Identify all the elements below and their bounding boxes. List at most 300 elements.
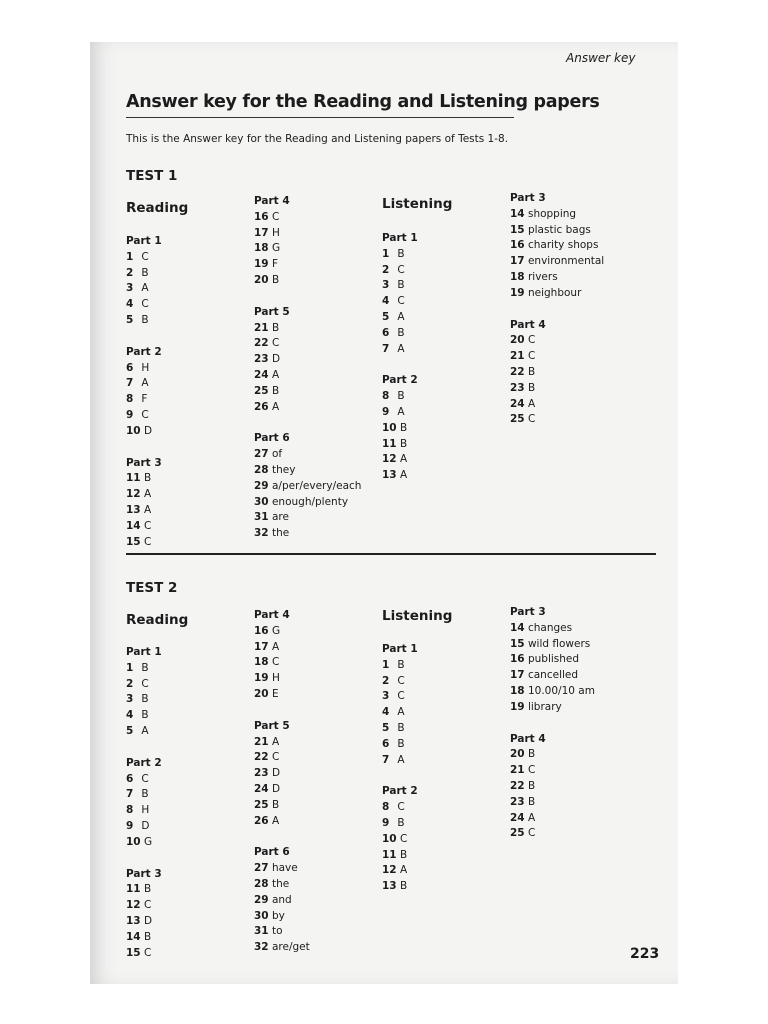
answer-value: B (399, 421, 408, 434)
question-number: 12 (382, 864, 397, 877)
answer-row (382, 705, 418, 721)
answer-value: a/per/every/each (271, 479, 362, 492)
answer-value: B (397, 737, 405, 750)
question-number: 25 (510, 827, 525, 840)
answer-row (126, 297, 162, 313)
answer-row (510, 795, 595, 811)
answer-value: C (397, 674, 405, 687)
question-number: 9 (382, 405, 390, 418)
question-number: 21 (254, 321, 269, 334)
answer-value: C (141, 408, 149, 421)
question-number: 17 (254, 226, 269, 239)
question-number: 17 (510, 669, 525, 682)
question-number: 5 (382, 721, 390, 734)
part-spacer (126, 851, 162, 867)
question-number: 22 (254, 751, 269, 764)
part-heading: Part 3 (126, 867, 162, 880)
answer-value: B (141, 788, 149, 801)
part-heading: Part 1 (126, 646, 162, 658)
answer-value: environmental (527, 255, 605, 268)
part-heading: Part 3 (126, 456, 162, 469)
answer-value: H (271, 226, 280, 239)
question-number: 31 (254, 511, 269, 524)
question-number: 12 (382, 453, 397, 466)
answer-row (382, 342, 418, 358)
question-number: 22 (510, 779, 525, 792)
question-number: 1 (382, 247, 390, 260)
question-number: 7 (382, 753, 390, 766)
answer-row (126, 898, 162, 914)
page-number: 223 (630, 946, 660, 962)
answer-row (382, 405, 418, 421)
answer-row (126, 471, 162, 487)
answer-value: A (397, 310, 405, 323)
question-number: 2 (382, 674, 390, 687)
answer-value: B (271, 384, 280, 397)
part-heading: Part 6 (254, 846, 290, 859)
answer-value: by (271, 909, 285, 922)
answer-value: C (527, 764, 536, 777)
answer-value: have (271, 862, 298, 875)
answer-row (254, 384, 361, 400)
answer-value: H (141, 361, 150, 374)
answer-value: C (397, 263, 405, 276)
test1-listening-col1 (382, 231, 418, 484)
answer-value: B (143, 930, 152, 943)
answer-value: B (397, 658, 405, 671)
answer-value: G (271, 242, 281, 255)
answer-value: D (271, 353, 281, 366)
question-number: 5 (382, 310, 390, 323)
question-number: 8 (382, 390, 390, 403)
answer-value: C (143, 535, 152, 548)
question-number: 1 (126, 250, 134, 263)
question-number: 18 (254, 656, 269, 669)
question-number: 28 (254, 463, 269, 476)
answer-row (382, 294, 418, 310)
question-number: 22 (510, 365, 525, 378)
test1-reading-col1 (126, 234, 162, 550)
part-spacer (254, 415, 361, 431)
answer-value: C (271, 751, 280, 764)
question-number: 20 (510, 334, 525, 347)
answer-row (510, 668, 595, 684)
question-number: 17 (254, 640, 269, 653)
test-title: TEST 1 (126, 168, 178, 184)
part-heading: Part 5 (254, 305, 290, 318)
answer-value: C (143, 899, 152, 912)
answer-row (510, 826, 595, 842)
question-number: 30 (254, 495, 269, 508)
answer-row (382, 721, 418, 737)
answer-value: B (271, 273, 280, 286)
answer-row (510, 381, 604, 397)
answer-value: wild flowers (527, 637, 591, 650)
question-number: 10 (382, 421, 397, 434)
answer-row (254, 226, 361, 242)
answer-value: E (271, 687, 279, 700)
answer-row (382, 674, 418, 690)
answer-row (510, 238, 604, 254)
answer-value: F (141, 393, 148, 406)
question-number: 13 (382, 469, 397, 482)
question-number: 19 (254, 672, 269, 685)
part-heading: Part 1 (382, 232, 418, 244)
question-number: 31 (254, 925, 269, 938)
answer-value: B (397, 326, 405, 339)
answer-row (254, 336, 361, 352)
answer-row (382, 879, 418, 895)
title-underline (126, 117, 514, 118)
answer-row (382, 848, 418, 864)
answer-value: are/get (271, 941, 310, 954)
answer-row (382, 389, 418, 405)
answer-value: A (397, 405, 405, 418)
answer-row (510, 652, 595, 668)
answer-row (126, 519, 162, 535)
answer-value: B (527, 795, 536, 808)
question-number: 8 (382, 801, 390, 814)
answer-row (510, 286, 604, 302)
answer-row (254, 510, 361, 526)
question-number: 16 (510, 239, 525, 252)
question-number: 14 (510, 621, 525, 634)
answer-value: C (271, 656, 280, 669)
question-number: 29 (254, 479, 269, 492)
answer-row (382, 689, 418, 705)
answer-row (254, 735, 310, 751)
question-number: 4 (382, 295, 390, 308)
answer-row (254, 782, 310, 798)
answer-row (126, 266, 162, 282)
question-number: 25 (510, 413, 525, 426)
part-heading: Part 2 (126, 756, 162, 769)
answer-value: D (141, 819, 150, 832)
answer-row (382, 278, 418, 294)
answer-value: C (397, 690, 405, 703)
answer-row (254, 893, 310, 909)
question-number: 27 (254, 448, 269, 461)
question-number: 6 (382, 326, 390, 339)
answer-row (126, 313, 162, 329)
part-spacer (510, 302, 604, 318)
test2-reading-col2 (254, 608, 310, 956)
question-number: 9 (126, 408, 134, 421)
answer-value: plastic bags (527, 223, 591, 236)
answer-value: B (399, 880, 408, 893)
question-number: 10 (126, 835, 141, 848)
question-number: 6 (126, 361, 134, 374)
answer-value: B (527, 365, 536, 378)
answer-row (382, 326, 418, 342)
answer-value: A (141, 282, 149, 295)
answer-row (382, 832, 418, 848)
answer-value: charity shops (527, 239, 599, 252)
question-number: 19 (510, 286, 525, 299)
listening-heading: Listening (382, 196, 453, 212)
answer-value: G (271, 624, 281, 637)
question-number: 19 (254, 258, 269, 271)
question-number: 9 (126, 819, 134, 832)
question-number: 4 (126, 298, 134, 311)
question-number: 8 (126, 804, 134, 817)
question-number: 32 (254, 941, 269, 954)
answer-value: B (141, 661, 149, 674)
question-number: 7 (126, 377, 134, 390)
answer-row (382, 263, 418, 279)
answer-row (510, 349, 604, 365)
answer-value: C (527, 334, 536, 347)
answer-value: shopping (527, 207, 577, 220)
answer-row (510, 397, 604, 413)
answer-value: B (399, 437, 408, 450)
answer-value: A (397, 706, 405, 719)
answer-row (382, 452, 418, 468)
answer-row (126, 424, 162, 440)
answer-row (126, 692, 162, 708)
answer-row (126, 946, 162, 962)
answer-row (510, 270, 604, 286)
question-number: 18 (510, 684, 525, 697)
answer-row (510, 700, 595, 716)
part-spacer (382, 768, 418, 784)
answer-row (382, 310, 418, 326)
question-number: 22 (254, 337, 269, 350)
question-number: 13 (126, 914, 141, 927)
question-number: 7 (382, 342, 390, 355)
answer-row (254, 479, 361, 495)
question-number: 12 (126, 488, 141, 501)
answer-row (254, 924, 310, 940)
answer-value: F (271, 258, 279, 271)
answer-value: H (141, 804, 150, 817)
question-number: 14 (126, 930, 141, 943)
answer-row (126, 677, 162, 693)
answer-value: A (397, 342, 405, 355)
answer-row (510, 333, 604, 349)
answer-value: C (399, 832, 408, 845)
part-spacer (254, 289, 361, 305)
question-number: 15 (510, 223, 525, 236)
answer-value: they (271, 463, 296, 476)
answer-row (126, 914, 162, 930)
question-number: 3 (382, 690, 390, 703)
question-number: 13 (126, 503, 141, 516)
answer-value: and (271, 893, 292, 906)
answer-row (126, 787, 162, 803)
answer-value: A (141, 724, 149, 737)
answer-row (126, 882, 162, 898)
question-number: 20 (254, 687, 269, 700)
answer-value: B (141, 693, 149, 706)
question-number: 5 (126, 313, 134, 326)
test2-listening-col1 (382, 642, 418, 895)
part-spacer (126, 329, 162, 345)
answer-row (126, 535, 162, 551)
test2-listening-col2 (510, 605, 595, 842)
answer-value: B (397, 390, 405, 403)
answer-row (126, 250, 162, 266)
answer-row (510, 684, 595, 700)
question-number: 12 (126, 899, 141, 912)
question-number: 24 (510, 397, 525, 410)
question-number: 28 (254, 877, 269, 890)
answer-value: 10.00/10 am (527, 684, 595, 697)
test2-reading-col1 (126, 645, 162, 961)
answer-row (382, 421, 418, 437)
answer-row (510, 223, 604, 239)
part-heading: Part 1 (382, 643, 418, 655)
answer-row (382, 753, 418, 769)
reading-heading: Reading (126, 200, 189, 216)
answer-value: D (143, 914, 153, 927)
answer-value: A (271, 640, 280, 653)
answer-value: C (271, 337, 280, 350)
answer-value: B (271, 321, 280, 334)
question-number: 25 (254, 798, 269, 811)
test-title: TEST 2 (126, 580, 178, 596)
question-number: 18 (510, 270, 525, 283)
question-number: 8 (126, 393, 134, 406)
answer-value: enough/plenty (271, 495, 349, 508)
question-number: 14 (510, 207, 525, 220)
answer-value: library (527, 700, 562, 713)
answer-value: B (397, 247, 405, 260)
answer-value: A (527, 811, 536, 824)
answer-value: A (397, 753, 405, 766)
answer-row (254, 940, 310, 956)
question-number: 4 (126, 709, 134, 722)
intro-text: This is the Answer key for the Reading and Listening papers of Tests 1-8. (126, 133, 509, 145)
answer-row (382, 863, 418, 879)
answer-row (126, 392, 162, 408)
part-spacer (382, 357, 418, 373)
answer-value: A (143, 503, 152, 516)
part-heading: Part 4 (254, 195, 290, 207)
answer-value: C (143, 519, 152, 532)
part-spacer (254, 703, 310, 719)
answer-value: A (271, 735, 280, 748)
answer-value: D (143, 424, 153, 437)
answer-value: A (141, 377, 149, 390)
page-title: Answer key for the Reading and Listening papers (126, 92, 600, 112)
question-number: 20 (254, 273, 269, 286)
answer-value: B (143, 472, 152, 485)
answer-value: A (271, 814, 280, 827)
part-heading: Part 4 (510, 318, 546, 331)
answer-value: B (527, 381, 536, 394)
answer-value: C (527, 413, 536, 426)
question-number: 16 (510, 653, 525, 666)
answer-value: B (527, 748, 536, 761)
answer-value: rivers (527, 270, 558, 283)
section-divider (126, 553, 656, 555)
question-number: 11 (382, 437, 397, 450)
part-spacer (126, 740, 162, 756)
answer-value: C (143, 946, 152, 959)
answer-value: neighbour (527, 286, 582, 299)
reading-heading: Reading (126, 612, 189, 628)
answer-row (510, 637, 595, 653)
question-number: 5 (126, 724, 134, 737)
answer-row (126, 408, 162, 424)
question-number: 11 (126, 472, 141, 485)
answer-value: C (141, 298, 149, 311)
question-number: 21 (254, 735, 269, 748)
answer-row (510, 811, 595, 827)
question-number: 15 (126, 535, 141, 548)
answer-value: B (143, 883, 152, 896)
question-number: 23 (510, 381, 525, 394)
answer-value: H (271, 672, 280, 685)
question-number: 21 (510, 764, 525, 777)
question-number: 23 (254, 353, 269, 366)
question-number: 2 (126, 266, 134, 279)
answer-value: C (397, 295, 405, 308)
part-heading: Part 3 (510, 606, 546, 618)
running-header: Answer key (566, 51, 636, 65)
answer-row (510, 207, 604, 223)
answer-value: to (271, 925, 283, 938)
question-number: 15 (126, 946, 141, 959)
answer-value: C (527, 350, 536, 363)
part-heading: Part 2 (382, 374, 418, 387)
answer-row (254, 321, 361, 337)
answer-value: G (143, 835, 153, 848)
answer-row (254, 210, 361, 226)
question-number: 24 (254, 368, 269, 381)
answer-row (254, 463, 361, 479)
question-number: 7 (126, 788, 134, 801)
answer-row (254, 766, 310, 782)
answer-row (254, 257, 361, 273)
question-number: 10 (126, 424, 141, 437)
answer-row (254, 640, 310, 656)
question-number: 1 (382, 658, 390, 671)
part-heading: Part 1 (126, 235, 162, 247)
answer-row (510, 365, 604, 381)
part-heading: Part 2 (382, 785, 418, 798)
answer-row (254, 655, 310, 671)
answer-value: of (271, 448, 283, 461)
question-number: 19 (510, 700, 525, 713)
answer-value: A (399, 469, 408, 482)
question-number: 24 (510, 811, 525, 824)
answer-value: A (399, 453, 408, 466)
question-number: 15 (510, 637, 525, 650)
question-number: 2 (126, 677, 134, 690)
answer-row (126, 487, 162, 503)
answer-value: B (397, 279, 405, 292)
answer-row (382, 737, 418, 753)
answer-row (382, 816, 418, 832)
answer-row (254, 750, 310, 766)
part-heading: Part 6 (254, 432, 290, 445)
answer-row (510, 621, 595, 637)
answer-row (254, 368, 361, 384)
answer-value: B (141, 709, 149, 722)
part-spacer (510, 716, 595, 732)
answer-value: A (399, 864, 408, 877)
answer-row (254, 624, 310, 640)
question-number: 10 (382, 832, 397, 845)
answer-value: A (271, 400, 280, 413)
question-number: 11 (126, 883, 141, 896)
answer-row (126, 376, 162, 392)
answer-row (510, 412, 604, 428)
answer-value: C (141, 772, 149, 785)
answer-row (126, 708, 162, 724)
